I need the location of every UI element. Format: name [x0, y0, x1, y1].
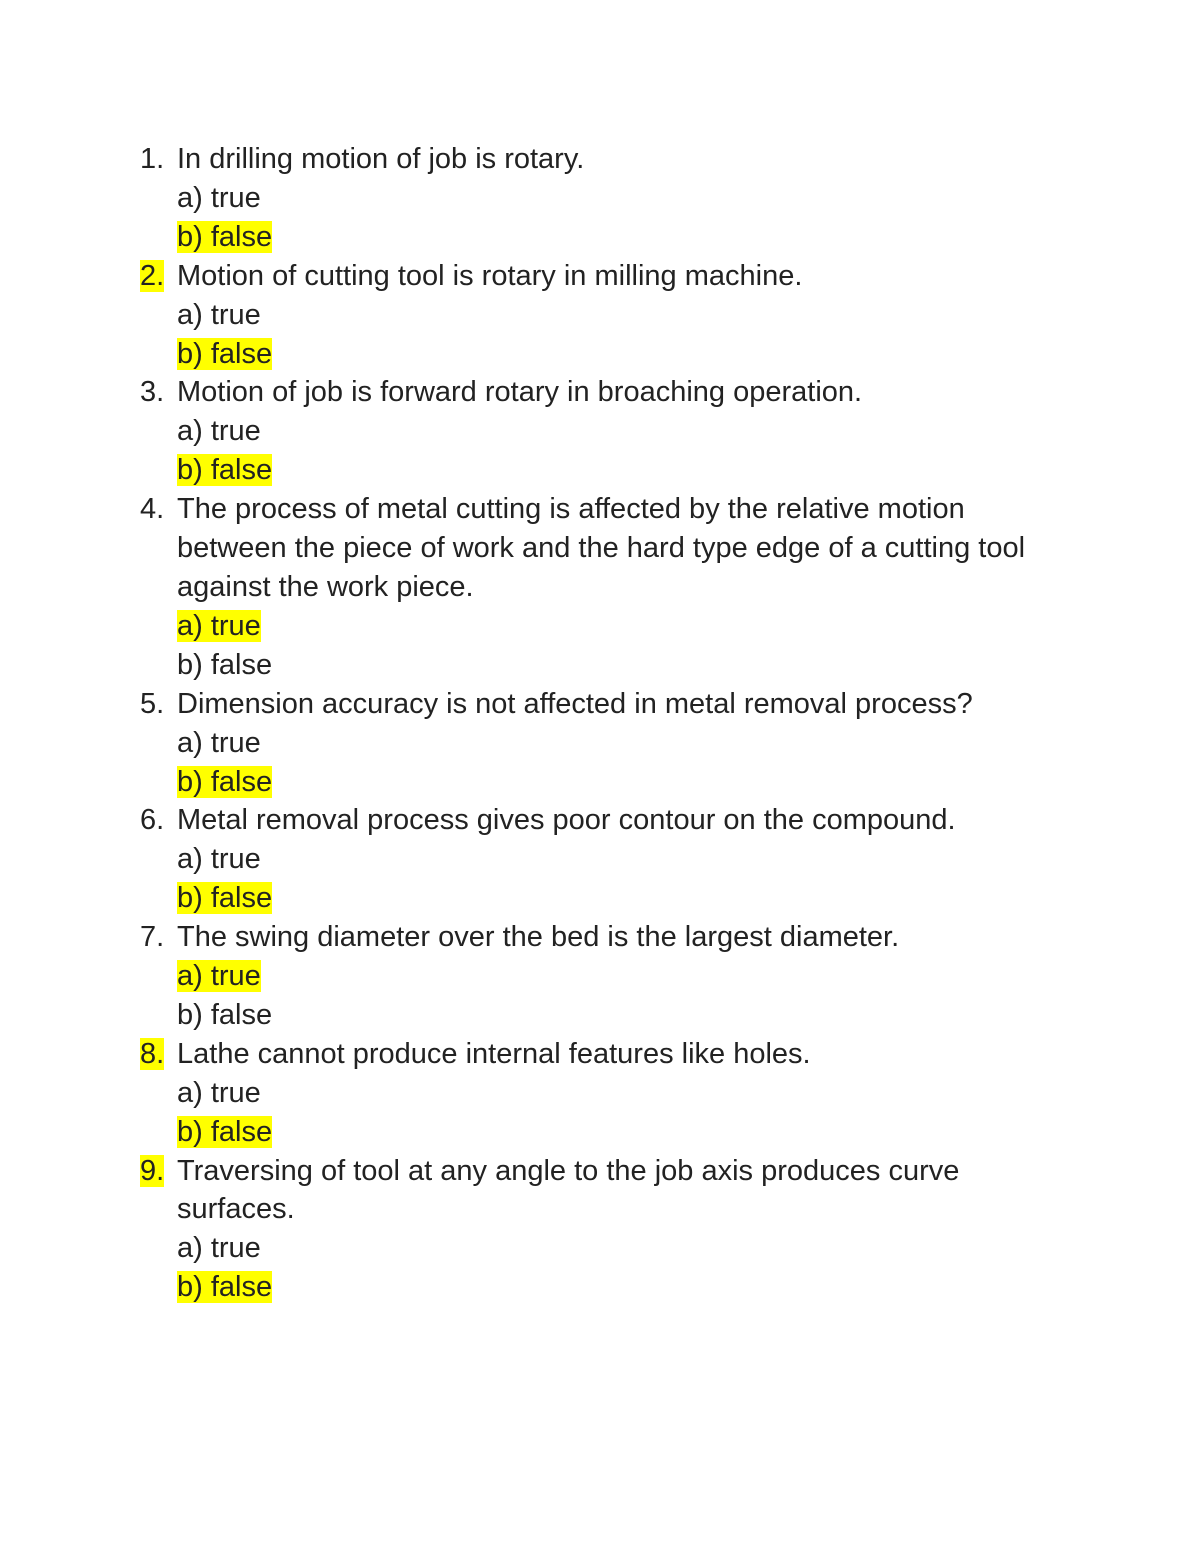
question-text: Metal removal process gives poor contour on the compound. [177, 804, 956, 837]
option-a [177, 607, 1060, 646]
question-number-text: 2. [140, 259, 165, 292]
option-b-text: b) false [177, 454, 273, 487]
question-body [177, 801, 1060, 918]
option-a [177, 296, 1060, 335]
question-2 [140, 257, 1060, 374]
question-5 [140, 685, 1060, 802]
question-number [140, 918, 177, 957]
option-b [177, 996, 1060, 1035]
option-a [177, 840, 1060, 879]
question-number-text: 8. [140, 1037, 165, 1070]
question-body [177, 490, 1060, 685]
option-b [177, 646, 1060, 685]
option-b [177, 218, 1060, 257]
question-number [140, 257, 177, 296]
question-number-text: 3. [140, 376, 165, 409]
question-1 [140, 140, 1060, 257]
question-number-text: 7. [140, 921, 165, 954]
option-b-text: b) false [177, 1271, 273, 1304]
quiz-list [140, 140, 1060, 1307]
option-a-text: a) true [177, 298, 261, 331]
option-b-text: b) false [177, 337, 273, 370]
question-number [140, 1152, 177, 1191]
option-b-text: b) false [177, 765, 273, 798]
question-number-text: 4. [140, 493, 165, 526]
question-7 [140, 918, 1060, 1035]
option-a [177, 412, 1060, 451]
question-text: Motion of cutting tool is rotary in milling machine. [177, 259, 803, 292]
question-text: Motion of job is forward rotary in broaching operation. [177, 376, 863, 409]
question-text: Traversing of tool at any angle to the job axis produces curve surfaces. [177, 1154, 960, 1226]
question-3 [140, 373, 1060, 490]
question-text: Dimension accuracy is not affected in metal removal process? [177, 687, 973, 720]
question-text: In drilling motion of job is rotary. [177, 143, 585, 175]
question-number [140, 140, 177, 179]
option-b-text: b) false [177, 220, 273, 253]
question-number [140, 801, 177, 840]
question-4 [140, 490, 1060, 685]
question-body [177, 140, 1060, 257]
option-a-text: a) true [177, 181, 261, 214]
question-6 [140, 801, 1060, 918]
option-b-text: b) false [177, 882, 273, 915]
option-a-text: a) true [177, 415, 261, 448]
question-body [177, 1035, 1060, 1152]
question-text: Lathe cannot produce internal features like holes. [177, 1037, 811, 1070]
option-a-text: a) true [177, 1232, 261, 1265]
question-number [140, 490, 177, 529]
option-a [177, 1074, 1060, 1113]
question-8 [140, 1035, 1060, 1152]
question-body [177, 257, 1060, 374]
question-number [140, 685, 177, 724]
question-text: The process of metal cutting is affected by the relative motion between the piece of work and the hard type edge of a cutting tool against the work piece. [177, 493, 1026, 603]
question-number-text: 1. [140, 143, 165, 175]
option-b-text: b) false [177, 998, 273, 1031]
question-number-text: 6. [140, 804, 165, 837]
question-number [140, 373, 177, 412]
question-body [177, 373, 1060, 490]
option-a [177, 179, 1060, 218]
option-b [177, 335, 1060, 374]
option-a [177, 724, 1060, 763]
option-b [177, 1113, 1060, 1152]
question-number [140, 1035, 177, 1074]
option-a-text: a) true [177, 726, 261, 759]
question-number-text: 9. [140, 1154, 165, 1187]
option-a-text: a) true [177, 609, 261, 642]
question-number-text: 5. [140, 687, 165, 720]
question-text: The swing diameter over the bed is the largest diameter. [177, 921, 900, 954]
question-body [177, 918, 1060, 1035]
option-b [177, 451, 1060, 490]
option-a-text: a) true [177, 843, 261, 876]
question-9 [140, 1152, 1060, 1308]
option-b [177, 763, 1060, 802]
option-b-text: b) false [177, 1115, 273, 1148]
option-b [177, 879, 1060, 918]
option-b-text: b) false [177, 648, 273, 681]
option-a-text: a) true [177, 960, 261, 993]
option-a [177, 957, 1060, 996]
question-body [177, 1152, 1060, 1308]
option-b [177, 1268, 1060, 1307]
question-body [177, 685, 1060, 802]
option-a [177, 1229, 1060, 1268]
option-a-text: a) true [177, 1076, 261, 1109]
